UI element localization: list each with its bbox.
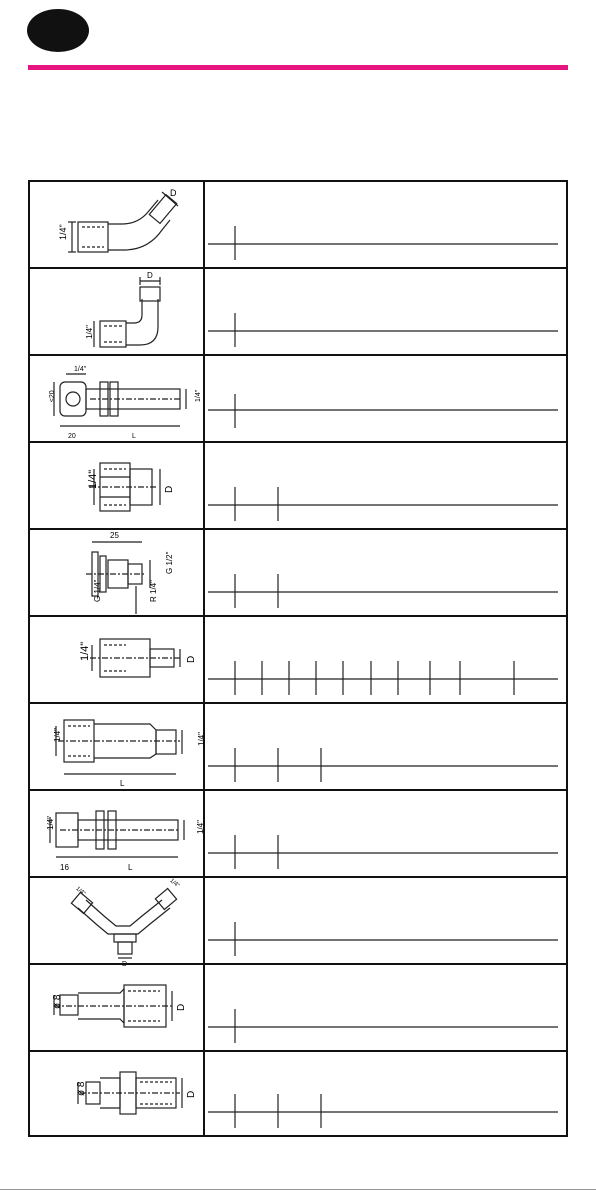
- elbow-45-label-b: D: [170, 188, 177, 198]
- elbow-90-label-b: D: [147, 271, 153, 280]
- bulkhead-banjo-label-e: L: [132, 433, 136, 440]
- bulkhead-long-label-a: 1/4": [46, 816, 55, 830]
- tube-hex-adapter-label-b: D: [186, 1090, 197, 1098]
- elbow-90-drawing: [30, 269, 203, 356]
- table-row: [30, 791, 566, 878]
- hex-adapter-label-b: D: [164, 485, 175, 493]
- bulkhead-banjo-label-a: 1/4": [74, 366, 87, 373]
- tube-hex-adapter-spec-grid: [208, 1052, 568, 1137]
- long-adapter-label-a: 1/4": [53, 728, 62, 742]
- bulkhead-banjo-spec-grid: [208, 356, 568, 443]
- hex-adapter-spec-grid: [208, 443, 568, 530]
- bulkhead-banjo-label-d: 20: [68, 433, 76, 440]
- reducer-label-a: 1/4": [79, 641, 91, 661]
- y-splitter-spec-grid: [208, 878, 568, 965]
- elbow-45-drawing: [30, 182, 203, 269]
- bulkhead-long-drawing: [30, 791, 203, 878]
- panel-union-label-b: G 1/2": [165, 551, 174, 574]
- reducer-drawing: [30, 617, 203, 704]
- hex-adapter-label-a: 1/4": [87, 469, 99, 489]
- y-splitter-label-a: 1/4": [74, 885, 87, 898]
- panel-union-drawing: [30, 530, 203, 617]
- long-adapter-label-b: 1/4": [197, 732, 206, 746]
- bulkhead-banjo-drawing: [30, 356, 203, 443]
- table-row: [30, 617, 566, 704]
- bulkhead-long-label-c: 16: [60, 863, 69, 872]
- long-adapter-spec-grid: [208, 704, 568, 791]
- table-row: [30, 443, 566, 530]
- hex-adapter-drawing: [30, 443, 203, 530]
- reducer-label-b: D: [186, 655, 197, 663]
- bulkhead-long-label-b: 1/4": [196, 820, 205, 834]
- panel-union-label-d: R 1/4": [149, 580, 158, 602]
- table-row: [30, 878, 566, 965]
- fittings-table: [28, 180, 568, 1137]
- table-row: [30, 704, 566, 791]
- long-adapter-label-c: L: [120, 779, 125, 788]
- table-row: [30, 965, 566, 1052]
- elbow-90-spec-grid: [208, 269, 568, 356]
- long-adapter-drawing: [30, 704, 206, 791]
- panel-union-spec-grid: [208, 530, 568, 617]
- panel-union-label-a: 25: [110, 531, 119, 540]
- tube-hex-adapter-label-a: ø 8: [76, 1081, 87, 1096]
- page-bottom-line: [0, 1189, 596, 1190]
- bulkhead-banjo-label-c: 1/4": [195, 389, 202, 402]
- header-oval: [27, 9, 89, 52]
- reducer-spec-grid: [208, 617, 568, 704]
- table-row: [30, 182, 566, 269]
- bulkhead-long-label-d: L: [128, 863, 133, 872]
- y-splitter-drawing: [30, 878, 203, 965]
- bulkhead-long-spec-grid: [208, 791, 568, 878]
- table-row: [30, 530, 566, 617]
- elbow-45-label-a: 1/4": [58, 224, 68, 240]
- y-splitter-label-b: 1/4": [168, 877, 181, 890]
- header-rule: [28, 65, 568, 70]
- table-row: [30, 269, 566, 356]
- table-row: [30, 356, 566, 443]
- elbow-90-label-a: 1/4": [85, 325, 94, 339]
- tube-adapter-spec-grid: [208, 965, 568, 1052]
- elbow-45-spec-grid: [208, 182, 568, 269]
- bulkhead-banjo-label-b: ≤20: [49, 390, 56, 402]
- tube-hex-adapter-drawing: [30, 1052, 203, 1137]
- panel-union-label-c: G 1/4": [93, 579, 102, 602]
- table-row: [30, 1052, 566, 1137]
- tube-adapter-drawing: [30, 965, 203, 1052]
- tube-adapter-label-a: ø 8: [52, 994, 63, 1009]
- tube-adapter-label-b: D: [176, 1003, 187, 1011]
